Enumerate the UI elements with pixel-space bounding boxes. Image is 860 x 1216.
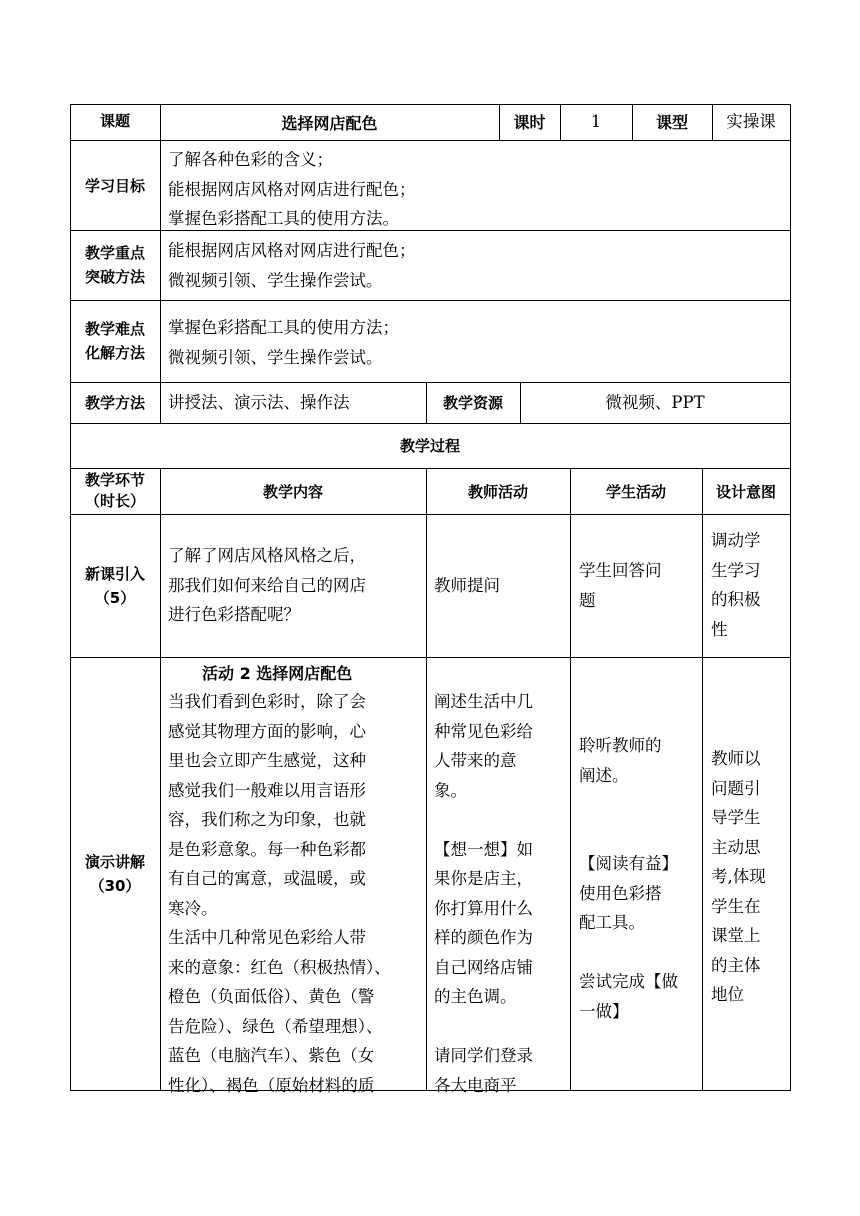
demo-intent-line: 的主体 — [711, 955, 761, 975]
demo-teacher-line — [434, 1012, 568, 1042]
demo-student-line: 使用色彩搭 — [579, 883, 662, 903]
grid-line — [426, 468, 427, 1091]
grid-line — [160, 104, 161, 423]
demo-student-line: 配工具。 — [579, 913, 645, 932]
difficulties-label-line: 教学难点 — [84, 320, 145, 338]
intro-student — [579, 556, 699, 615]
demo-content-line: 容，我们称之为印象，也就 — [168, 810, 366, 829]
intro-student-line: 学生回答问 — [579, 561, 662, 580]
demo-teacher-line: 的主色调。 — [434, 987, 517, 1006]
demo-content-line: 生活中几种常见色彩给人带 — [168, 928, 366, 947]
demo-student-line: 阐述。 — [579, 765, 629, 785]
demo-intent-line: 地位 — [711, 985, 744, 1004]
demo-student-line — [579, 820, 699, 850]
demo-intent-line: 问题引 — [711, 778, 761, 798]
demo-teacher-line: 你打算用什么 — [434, 898, 533, 918]
objectives-label: 学习目标 — [84, 176, 145, 195]
key-point-line: 微视频引领、学生操作尝试。 — [168, 270, 383, 290]
subject-value: 选择网店配色 — [281, 113, 378, 133]
resources-value: 微视频、PPT — [605, 392, 705, 412]
intro-content-line: 了解了网店风格风格之后， — [168, 546, 366, 565]
intro-student-line: 题 — [579, 590, 596, 610]
intro-content — [168, 541, 424, 630]
demo-student — [579, 731, 699, 1026]
demo-teacher-line: 样的颜色作为 — [434, 928, 533, 947]
demo-teacher-line: 请同学们登录 — [434, 1046, 533, 1065]
grid-line — [790, 104, 791, 1091]
grid-line — [70, 657, 791, 658]
intro-content-line: 进行色彩搭配呢？ — [168, 605, 300, 624]
intro-stage-line: 新课引入 — [84, 564, 145, 583]
demo-teacher-line: 人带来的意 — [434, 751, 517, 770]
intro-content-line: 那我们如何来给自己的网店 — [168, 575, 366, 595]
grid-line — [160, 468, 161, 1091]
difficulties-label — [70, 300, 160, 382]
demo-stage-line: （30） — [89, 876, 141, 895]
intro-intent-line: 性 — [711, 619, 728, 639]
col-content-header: 教学内容 — [262, 482, 323, 501]
objective-line: 掌握色彩搭配工具的使用方法。 — [168, 209, 399, 228]
demo-content-line: 有自己的寓意，或温暖，或 — [168, 869, 366, 888]
demo-intent-line: 主动思 — [711, 837, 761, 857]
demo-teacher-line — [434, 805, 568, 835]
intro-intent-line: 的积极 — [711, 590, 761, 609]
grid-line — [702, 468, 703, 1091]
key-points-label — [70, 230, 160, 300]
objective-line: 了解各种色彩的含义； — [168, 150, 333, 169]
demo-teacher-line: 象。 — [434, 780, 467, 800]
demo-intent-line: 教师以 — [711, 749, 761, 768]
intro-stage — [70, 514, 160, 657]
demo-intent-line: 课堂上 — [711, 926, 761, 945]
intro-teacher: 教师提问 — [434, 575, 500, 595]
demo-content-line: 来的意象：红色（积极热情）、 — [168, 957, 391, 977]
subject-label: 课题 — [99, 112, 130, 130]
objectives-content — [168, 145, 788, 230]
demo-teacher-line: 阐述生活中几 — [434, 692, 533, 711]
methods-label: 教学方法 — [84, 394, 145, 412]
demo-content-line: 感觉其物理方面的影响，心 — [168, 721, 366, 741]
process-title: 教学过程 — [399, 437, 460, 455]
intro-intent — [711, 526, 789, 644]
intro-intent-line: 调动学 — [711, 531, 761, 550]
demo-teacher-line: 各大电商平 — [434, 1075, 517, 1095]
demo-teacher-line: 自己网络店铺 — [434, 957, 533, 977]
demo-content-line: 橙色（负面低俗）、黄色（警 — [168, 987, 375, 1006]
methods-value: 讲授法、演示法、操作法 — [168, 392, 350, 412]
intro-intent-line: 生学习 — [711, 560, 761, 580]
demo-teacher-line: 种常见色彩给 — [434, 721, 533, 741]
demo-student-line — [579, 938, 699, 968]
grid-line — [70, 300, 791, 301]
demo-student-line: 一做】 — [579, 1001, 629, 1021]
hours-value: 1 — [590, 112, 602, 132]
demo-content-line: 是色彩意象。每一种色彩都 — [168, 839, 366, 859]
demo-content-line: 告危险）、绿色（希望理想）、 — [168, 1016, 383, 1036]
intro-stage-line: （5） — [94, 588, 136, 607]
col-intent-header: 设计意图 — [715, 482, 776, 501]
demo-content-line: 性化）、褐色（原始材料的质 — [168, 1075, 375, 1095]
demo-content-line: 里也会立即产生感觉，这种 — [168, 751, 366, 770]
demo-intent-line: 考,体现 — [711, 867, 766, 886]
resources-label: 教学资源 — [442, 394, 503, 412]
demo-content-line: 蓝色（电脑汽车）、紫色（女 — [168, 1046, 375, 1065]
demo-teacher — [434, 687, 568, 1100]
demo-content — [168, 660, 424, 1100]
demo-content-title: 活动 2 选择网店配色 — [202, 664, 353, 683]
demo-intent — [711, 744, 789, 1010]
objective-line: 能根据网店风格对网店进行配色； — [168, 179, 416, 199]
demo-intent-line: 学生在 — [711, 896, 761, 916]
demo-intent-line: 导学生 — [711, 808, 761, 827]
demo-content-body — [168, 687, 424, 1100]
demo-teacher-line: 果你是店主， — [434, 869, 533, 888]
difficulties-content — [168, 313, 788, 377]
demo-student-line — [579, 790, 699, 820]
demo-student-line: 尝试完成【做 — [579, 972, 678, 991]
key-points-label-line: 突破方法 — [84, 268, 145, 286]
col-stage-header-line: 教学环节 — [84, 471, 145, 489]
demo-content-line: 当我们看到色彩时，除了会 — [168, 692, 366, 711]
col-student-header: 学生活动 — [605, 482, 666, 501]
demo-stage-line: 演示讲解 — [84, 852, 145, 871]
col-stage-header — [70, 468, 160, 514]
key-points-content — [168, 236, 788, 300]
col-stage-header-line: （时长） — [84, 492, 145, 510]
demo-student-line: 聆听教师的 — [579, 736, 662, 755]
grid-line — [70, 514, 791, 515]
key-points-label-line: 教学重点 — [84, 244, 145, 262]
demo-teacher-line: 【想一想】如 — [434, 839, 533, 859]
grid-line — [70, 140, 791, 141]
hours-label: 课时 — [513, 113, 546, 132]
difficulty-line: 掌握色彩搭配工具的使用方法； — [168, 318, 399, 337]
key-point-line: 能根据网店风格对网店进行配色； — [168, 241, 416, 260]
demo-content-line: 感觉我们一般难以用言语形 — [168, 780, 366, 800]
demo-student-line: 【阅读有益】 — [579, 854, 678, 873]
type-value: 实操课 — [726, 112, 776, 132]
col-teacher-header: 教师活动 — [467, 482, 528, 501]
grid-line — [570, 468, 571, 1091]
demo-content-line: 寒冷。 — [168, 898, 218, 918]
difficulty-line: 微视频引领、学生操作尝试。 — [168, 347, 383, 367]
type-label: 课型 — [655, 113, 688, 132]
difficulties-label-line: 化解方法 — [84, 344, 145, 362]
demo-stage — [70, 657, 160, 1090]
